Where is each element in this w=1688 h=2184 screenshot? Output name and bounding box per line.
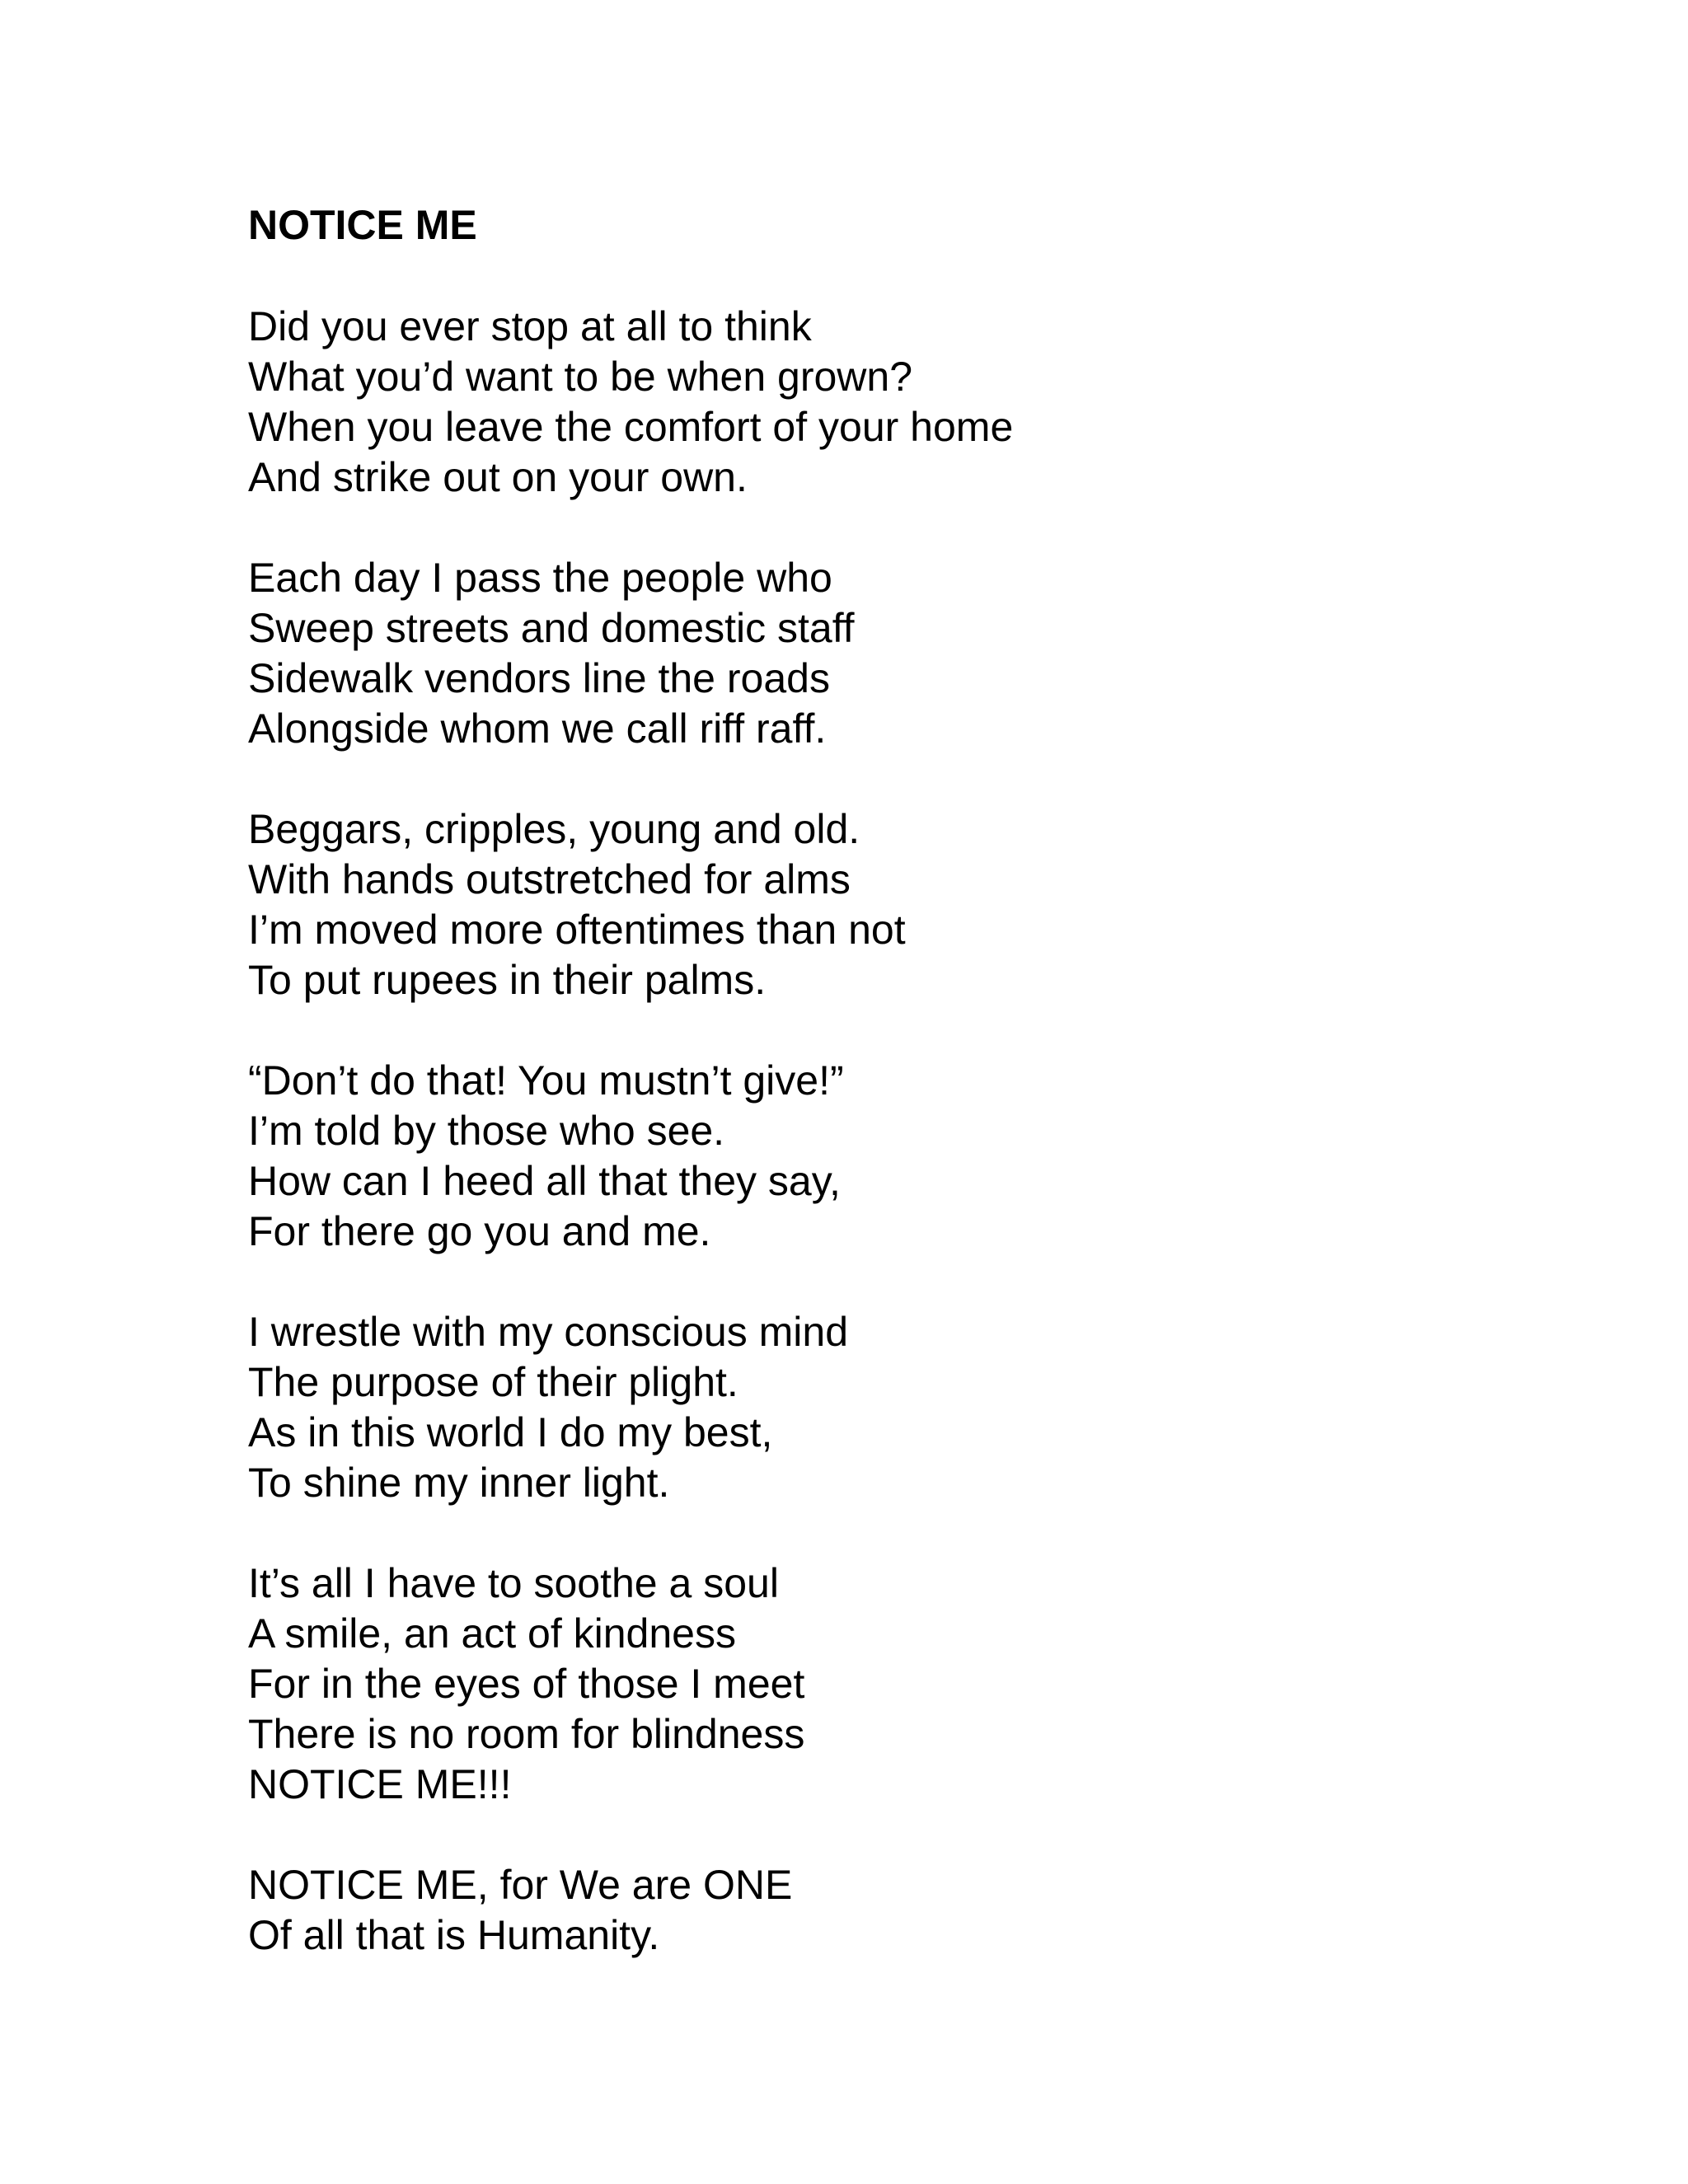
poem-line: Sidewalk vendors line the roads xyxy=(248,655,830,701)
poem xyxy=(248,200,1567,2011)
poem-line: When you leave the comfort of your home xyxy=(248,404,1014,450)
poem-line: Beggars, cripples, young and old. xyxy=(248,806,860,852)
poem-line: Each day I pass the people who xyxy=(248,555,832,601)
poem-line: The purpose of their plight. xyxy=(248,1359,738,1405)
stanza-3 xyxy=(248,804,1567,1005)
poem-line: Of all that is Humanity. xyxy=(248,1912,660,1958)
poem-line: “Don’t do that! You mustn’t give!” xyxy=(248,1057,844,1104)
poem-line: And strike out on your own. xyxy=(248,454,748,500)
poem-line: For there go you and me. xyxy=(248,1208,711,1254)
poem-line: What you’d want to be when grown? xyxy=(248,354,913,400)
poem-line: I wrestle with my conscious mind xyxy=(248,1309,849,1355)
stanza-6 xyxy=(248,1558,1567,1810)
poem-line: How can I heed all that they say, xyxy=(248,1158,841,1204)
poem-line: A smile, an act of kindness xyxy=(248,1610,736,1657)
poem-line: To put rupees in their palms. xyxy=(248,957,767,1003)
stanza-4 xyxy=(248,1056,1567,1257)
poem-line: Alongside whom we call riff raff. xyxy=(248,705,827,752)
poem-line: Sweep streets and domestic staff xyxy=(248,605,855,651)
poem-line: NOTICE ME!!! xyxy=(248,1761,512,1807)
poem-line: NOTICE ME, for We are ONE xyxy=(248,1862,793,1908)
poem-line: It’s all I have to soothe a soul xyxy=(248,1560,779,1606)
poem-title: NOTICE ME xyxy=(248,202,477,248)
stanza-1 xyxy=(248,302,1567,503)
poem-line: There is no room for blindness xyxy=(248,1711,805,1757)
poem-line: For in the eyes of those I meet xyxy=(248,1661,805,1707)
stanza-7 xyxy=(248,1860,1567,1961)
poem-line: To shine my inner light. xyxy=(248,1460,670,1506)
stanza-5 xyxy=(248,1307,1567,1508)
poem-line: I’m told by those who see. xyxy=(248,1108,725,1154)
poem-line: With hands outstretched for alms xyxy=(248,856,851,902)
poem-line: Did you ever stop at all to think xyxy=(248,303,812,349)
stanza-2 xyxy=(248,553,1567,754)
poem-line: As in this world I do my best, xyxy=(248,1409,773,1455)
poem-line: I’m moved more oftentimes than not xyxy=(248,907,906,953)
